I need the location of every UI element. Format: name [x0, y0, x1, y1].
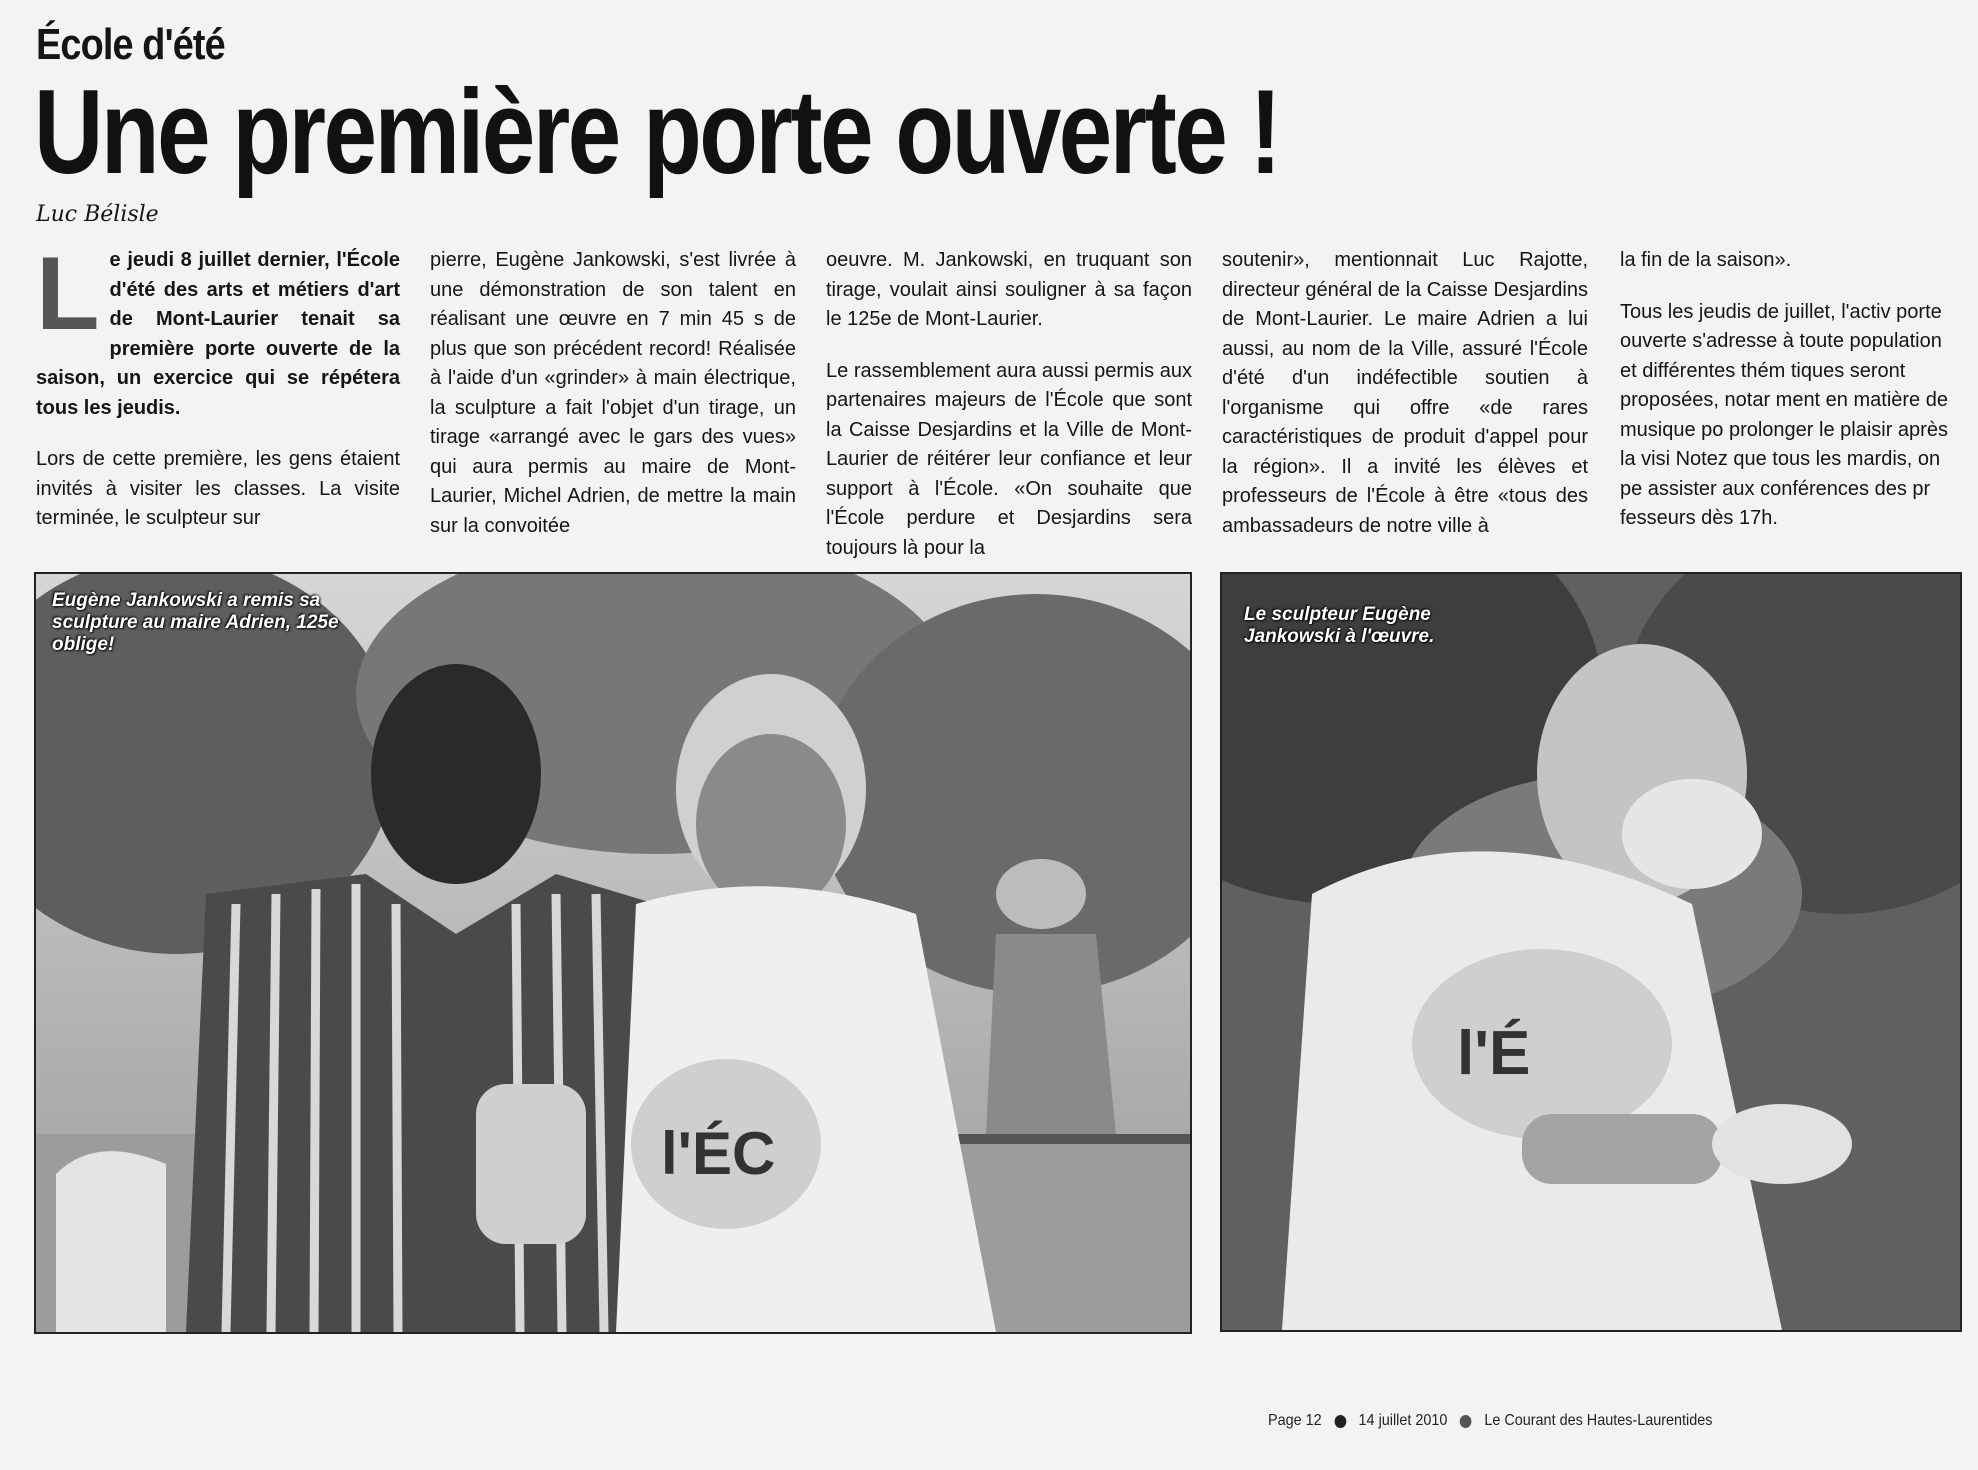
article-column-1	[36, 236, 400, 556]
article-column-5	[1620, 246, 1956, 556]
article-column-2	[430, 246, 796, 563]
paragraph: Lors de cette première, les gens étaient invités à visiter les classes. La visite terminée, le sculpteur sur	[36, 448, 400, 529]
lead-paragraph: e jeudi 8 juillet dernier, l'École d'été des arts et métiers d'art de Mont-Laurier tenait sa première porte ouverte de la saison, un exercice qui se répétera tous les jeudis.	[36, 249, 400, 419]
publication-name: Le Courant des Hautes-Laurentides	[1484, 1412, 1713, 1429]
drop-cap: L	[36, 236, 100, 352]
headline: Une première porte ouverte !	[34, 65, 1280, 199]
photo-sculpture-handover	[34, 572, 1192, 1334]
article-column-4	[1222, 246, 1588, 563]
paragraph: pierre, Eugène Jankowski, s'est livrée à une démonstration de son talent en réalisant une œuvre en 7 min 45 s de plus que son précédent record! Réalisée à l'aide d'un «grinder» à main électrique, la sculpture a fait l'objet d'un tirage, un tirage «arrangé avec le gars des vues» qui aura permis au maire de Mont-Laurier, Michel Adrien, de mettre la main sur la convoitée	[430, 249, 796, 537]
byline: Luc Bélisle	[36, 202, 159, 227]
photo-caption: Eugène Jankowski a remis sa sculpture au maire Adrien, 125e oblige!	[52, 590, 339, 655]
paragraph: Le rassemblement aura aussi permis aux partenaires majeurs de l'École que sont la Caisse Desjardins et la Ville de Mont-Laurier de réitérer leur confiance et leur support à l'École. «On souhaite que l'École perdure et Desjardins sera toujours là pour la	[826, 359, 1192, 559]
bullet-icon	[1460, 1415, 1472, 1428]
page-footer	[1268, 1412, 1712, 1430]
issue-date: 14 juillet 2010	[1358, 1412, 1448, 1429]
photo-sculptor-at-work	[1220, 572, 1962, 1332]
section-kicker: École d'été	[36, 20, 225, 69]
paragraph: la fin de la saison».	[1620, 249, 1792, 271]
shirt-text: l'É	[1457, 1019, 1531, 1088]
paragraph: soutenir», mentionnait Luc Rajotte, directeur général de la Caisse Desjardins de Mont-Laurier. Le maire Adrien a lui aussi, au nom de la Ville, assuré l'École d'été d'un indéfectible soutien à l'organisme qui offre «de rares caractéristiques de produit d'appel pour la région». Il a invité les élèves et professeurs de l'École à être «tous des ambassadeurs de notre ville à	[1222, 249, 1588, 537]
bullet-icon	[1334, 1415, 1346, 1428]
paragraph: oeuvre. M. Jankowski, en truquant son tirage, voulait ainsi souligner à sa façon le 125e de Mont-Laurier.	[826, 249, 1192, 330]
article-column-3	[826, 246, 1192, 585]
photo-caption: Le sculpteur Eugène Jankowski à l'œuvre.	[1244, 604, 1435, 647]
shirt-text: l'ÉC	[661, 1120, 776, 1187]
page-number: Page 12	[1268, 1412, 1322, 1429]
paragraph: Tous les jeudis de juillet, l'activ porte ouverte s'adresse à toute population et différentes thém tiques seront proposées, notar ment en matière de musique po prolonger le plaisir après la visi Notez que tous les mardis, on pe assister aux conférences des pr fesseurs dès 17h.	[1620, 300, 1948, 529]
